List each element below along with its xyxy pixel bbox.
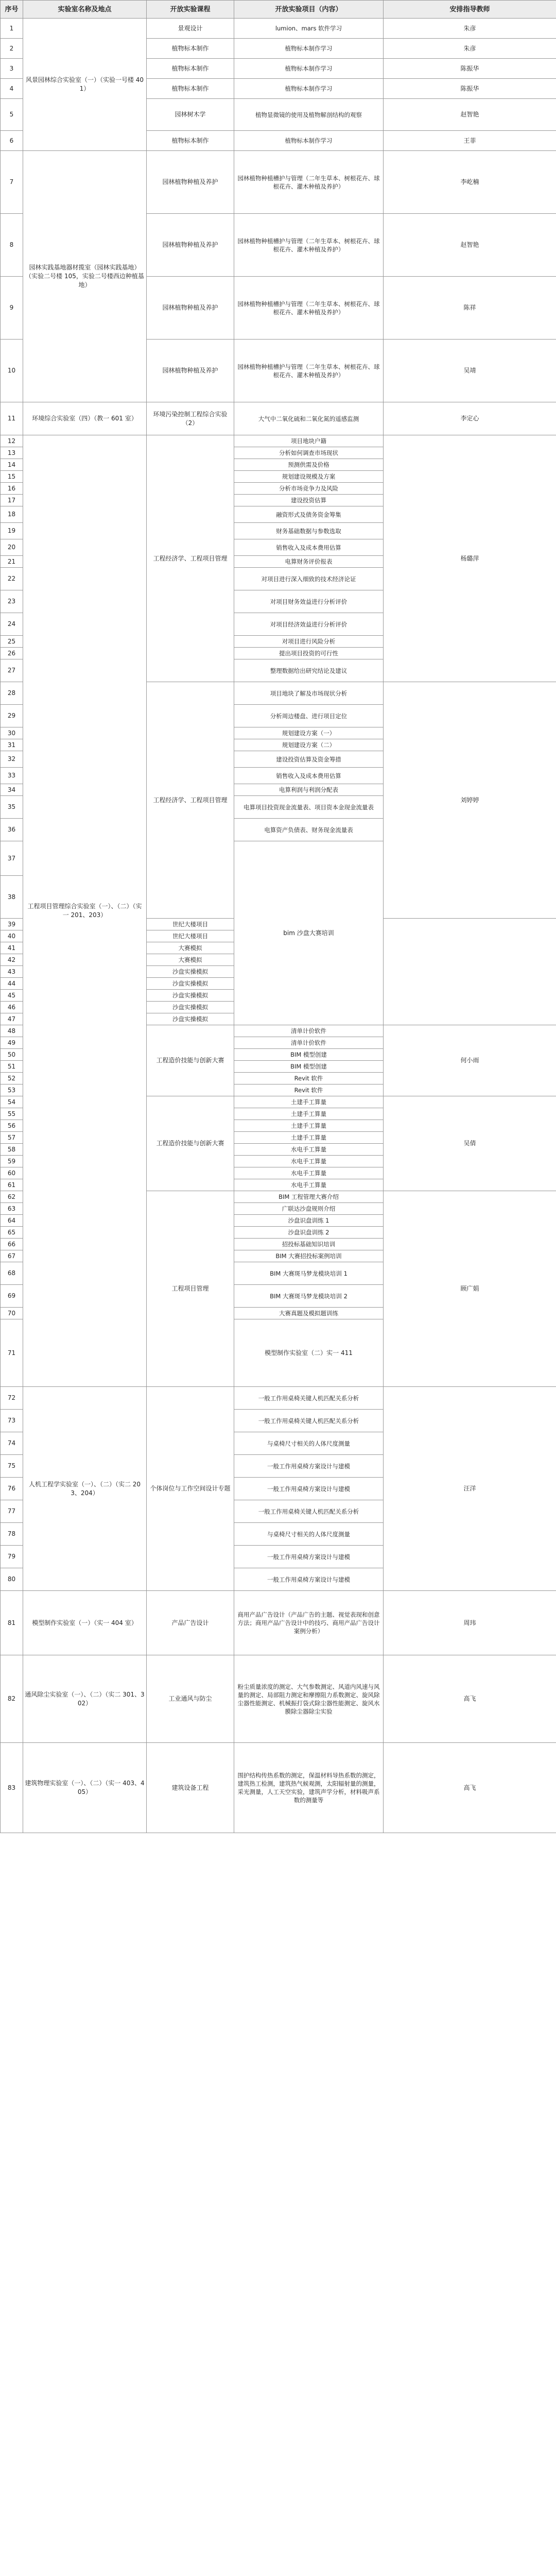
teacher-cell: 顾广娟 — [384, 1191, 556, 1387]
row-number: 75 — [1, 1455, 23, 1478]
course-cell: 园林树木学 — [147, 99, 234, 131]
project-cell: 植物标本制作学习 — [234, 79, 384, 99]
course-cell: 工程项目管理 — [147, 1191, 234, 1387]
project-cell: 沙盘识盘训练 2 — [234, 1227, 384, 1239]
project-cell: 园林植物种植槽护与管理（二年生草本、树根花卉、球根花卉、灌木种植及养护） — [234, 214, 384, 277]
teacher-cell: 周玮 — [384, 1591, 556, 1655]
row-number: 48 — [1, 1025, 23, 1037]
project-cell: 大赛真题及模拟题训练 — [234, 1308, 384, 1319]
course-cell: 环境污染控制工程综合实验（2） — [147, 402, 234, 435]
header-row — [1, 1, 556, 19]
header-course: 开放实验课程 — [147, 1, 234, 19]
row-number: 60 — [1, 1167, 23, 1179]
project-cell: 对项目进行风险分析 — [234, 636, 384, 648]
project-cell: BIM 大赛斑马梦龙模块培训 2 — [234, 1285, 384, 1308]
project-cell: 沙盘实操模拟 — [147, 966, 234, 978]
table-row — [1, 402, 556, 435]
project-cell: 销售收入及成本费用估算 — [234, 768, 384, 784]
project-cell: 植物标本制作学习 — [234, 59, 384, 79]
lab-name-cell: 园林实践基地器材揽室（园林实践基地）（实验二号楼 105，实验二号楼西边种植基地） — [23, 151, 147, 402]
lab-name-cell: 模型制作实验室（二）实一 411 — [234, 1319, 384, 1387]
row-number: 81 — [1, 1591, 23, 1655]
teacher-cell: 高飞 — [384, 1743, 556, 1833]
teacher-cell: 陈振华 — [384, 59, 556, 79]
lab-name-cell: 环境综合实验室（四）（教一 601 室） — [23, 402, 147, 435]
row-number: 49 — [1, 1037, 23, 1049]
project-cell: 项目地块了解及市场现状分析 — [234, 682, 384, 705]
row-number: 46 — [1, 1002, 23, 1013]
project-cell: 规划建设规模及方案 — [234, 471, 384, 483]
project-cell: 财务基础数据与参数选取 — [234, 523, 384, 539]
row-number: 67 — [1, 1250, 23, 1262]
row-number: 21 — [1, 556, 23, 568]
course-cell: 工程造价技能与创新大赛 — [147, 1096, 234, 1191]
project-cell: 对项目经济效益进行分析评价 — [234, 613, 384, 636]
row-number: 79 — [1, 1546, 23, 1568]
course-cell: 个体岗位与工作空间设计专题 — [147, 1387, 234, 1591]
table-row — [1, 1387, 556, 1410]
row-number: 17 — [1, 495, 23, 506]
project-cell: 一般工作用桌椅关键人机匹配关系分析 — [234, 1500, 384, 1523]
project-cell: 项目地块户籍 — [234, 435, 384, 447]
row-number: 23 — [1, 590, 23, 613]
project-cell: 世纪大楼项目 — [147, 919, 234, 930]
project-cell: 水电手工算量 — [234, 1167, 384, 1179]
row-number: 29 — [1, 705, 23, 727]
table-row — [1, 1655, 556, 1743]
teacher-cell: 吴倩 — [384, 1096, 556, 1191]
project-cell: 电算财务评价报表 — [234, 556, 384, 568]
course-cell: 园林植物种植及养护 — [147, 151, 234, 214]
teacher-cell: 汪洋 — [384, 1387, 556, 1591]
row-number: 9 — [1, 277, 23, 340]
teacher-cell: 杨璐萍 — [384, 435, 556, 682]
project-cell: BIM 模型创建 — [234, 1049, 384, 1061]
teacher-cell: 赵智艳 — [384, 214, 556, 277]
row-number: 65 — [1, 1227, 23, 1239]
row-number: 10 — [1, 340, 23, 402]
teacher-cell: 李屹楠 — [384, 151, 556, 214]
row-number: 83 — [1, 1743, 23, 1833]
course-cell: 建筑设备工程 — [147, 1743, 234, 1833]
project-cell: 一般工作用桌椅方案设计与建模 — [234, 1546, 384, 1568]
row-number: 6 — [1, 131, 23, 151]
row-number: 32 — [1, 751, 23, 768]
header-lab: 实验室名称及地点 — [23, 1, 147, 19]
row-number: 36 — [1, 819, 23, 841]
project-cell: 一般工作用桌椅方案设计与建模 — [234, 1455, 384, 1478]
project-cell: 提出项目投资的可行性 — [234, 648, 384, 659]
row-number: 1 — [1, 19, 23, 39]
project-cell: 大气中二氧化硫和二氧化氮的遥感监测 — [234, 402, 384, 435]
row-number: 70 — [1, 1308, 23, 1319]
project-cell: 建设投资估算及资金筹措 — [234, 751, 384, 768]
project-cell: 植物标本制作学习 — [234, 39, 384, 59]
row-number: 14 — [1, 459, 23, 471]
project-cell: Revit 软件 — [234, 1084, 384, 1096]
teacher-cell: 高飞 — [384, 1655, 556, 1743]
row-number: 68 — [1, 1262, 23, 1285]
row-number: 58 — [1, 1144, 23, 1156]
teacher-cell: 何小雨 — [384, 1025, 556, 1096]
project-cell: lumion、mars 软件学习 — [234, 19, 384, 39]
table-row — [1, 151, 556, 214]
table-row — [1, 1591, 556, 1655]
teacher-cell: 陈振华 — [384, 79, 556, 99]
course-cell: 园林植物种植及养护 — [147, 340, 234, 402]
row-number: 40 — [1, 930, 23, 942]
project-cell: 沙盘实操模拟 — [147, 1013, 234, 1025]
teacher-cell: 刘婷婷 — [384, 682, 556, 919]
row-number: 59 — [1, 1156, 23, 1167]
project-cell: 一般工作用桌椅关键人机匹配关系分析 — [234, 1410, 384, 1432]
project-cell: 园林植物种植槽护与管理（二年生草本、树根花卉、球根花卉、灌木种植及养护） — [234, 151, 384, 214]
table-row — [1, 435, 556, 447]
table-body — [1, 19, 556, 1833]
row-number: 64 — [1, 1215, 23, 1227]
row-number: 77 — [1, 1500, 23, 1523]
project-cell: 电算项目投资现金流量表、项目资本金现金流量表 — [234, 796, 384, 819]
course-cell: 工程经济学、工程项目管理 — [147, 435, 234, 682]
course-cell: 植物标本制作 — [147, 59, 234, 79]
project-cell: 园林植物种植槽护与管理（二年生草本、树根花卉、球根花卉、灌木种植及养护） — [234, 340, 384, 402]
row-number: 39 — [1, 919, 23, 930]
row-number: 51 — [1, 1061, 23, 1073]
row-number: 18 — [1, 506, 23, 523]
row-number: 38 — [1, 876, 23, 919]
row-number: 16 — [1, 483, 23, 495]
row-number: 41 — [1, 942, 23, 954]
project-cell: 分析如何调查市场现状 — [234, 447, 384, 459]
project-cell: 一般工作用桌椅关键人机匹配关系分析 — [234, 1387, 384, 1410]
course-cell: 工程经济学、工程项目管理 — [147, 682, 234, 919]
row-number: 27 — [1, 659, 23, 682]
teacher-cell: 王菲 — [384, 131, 556, 151]
row-number: 35 — [1, 796, 23, 819]
project-cell: 土建手工算量 — [234, 1132, 384, 1144]
row-number: 24 — [1, 613, 23, 636]
project-cell: 销售收入及成本费用估算 — [234, 539, 384, 556]
project-cell: 水电手工算量 — [234, 1156, 384, 1167]
project-cell: 植物标本制作学习 — [234, 131, 384, 151]
project-cell: 电算资产负债表、财务现金流量表 — [234, 819, 384, 841]
teacher-cell: 陈祥 — [384, 277, 556, 340]
header-project: 开放实验项目（内容） — [234, 1, 384, 19]
project-cell: 与桌椅尺寸相关的人体尺度测量 — [234, 1523, 384, 1546]
row-number: 33 — [1, 768, 23, 784]
table-row — [1, 1743, 556, 1833]
row-number: 56 — [1, 1120, 23, 1132]
row-number: 72 — [1, 1387, 23, 1410]
row-number: 5 — [1, 99, 23, 131]
row-number: 34 — [1, 784, 23, 796]
project-cell: BIM 工程管理大赛介绍 — [234, 1191, 384, 1203]
header-teacher: 安排指导教师 — [384, 1, 556, 19]
row-number: 25 — [1, 636, 23, 648]
row-number: 43 — [1, 966, 23, 978]
row-number: 80 — [1, 1568, 23, 1591]
row-number: 13 — [1, 447, 23, 459]
project-cell: 整理数据给出研究结论及建议 — [234, 659, 384, 682]
project-cell: 沙盘识盘训练 1 — [234, 1215, 384, 1227]
course-cell: 植物标本制作 — [147, 79, 234, 99]
row-number: 54 — [1, 1096, 23, 1108]
project-cell: 规划建设方案（一） — [234, 727, 384, 739]
lab-name-cell: 风景园林综合实验室（一）（实验一号楼 401） — [23, 19, 147, 151]
row-number: 19 — [1, 523, 23, 539]
row-number: 2 — [1, 39, 23, 59]
lab-name-cell: 模型制作实验室（一）（实一 404 室） — [23, 1591, 147, 1655]
row-number: 3 — [1, 59, 23, 79]
row-number: 73 — [1, 1410, 23, 1432]
project-cell: 水电手工算量 — [234, 1179, 384, 1191]
project-cell: 电算利润与利润分配表 — [234, 784, 384, 796]
project-cell: 粉尘质量浓度的测定、大气参数测定、风道内风速与风量的测定、局部阻力测定和摩擦阻力系数测定、旋风除尘器性能测定、机械振打袋式除尘器性能测定、旋风水膜除尘器除尘实验 — [234, 1655, 384, 1743]
row-number: 31 — [1, 739, 23, 751]
teacher-cell: 朱彦 — [384, 39, 556, 59]
row-number: 7 — [1, 151, 23, 214]
course-cell: 园林植物种植及养护 — [147, 214, 234, 277]
project-cell: 一般工作用桌椅方案设计与建模 — [234, 1478, 384, 1500]
teacher-cell: 李定心 — [384, 402, 556, 435]
project-cell: 规划建设方案（二） — [234, 739, 384, 751]
row-number: 26 — [1, 648, 23, 659]
teacher-cell: 吴靖 — [384, 340, 556, 402]
row-number: 45 — [1, 990, 23, 1002]
header-no: 序号 — [1, 1, 23, 19]
lab-name-cell: 建筑物理实验室（一）、（二）（实一 403、405） — [23, 1743, 147, 1833]
project-cell: 与桌椅尺寸相关的人体尺度测量 — [234, 1432, 384, 1455]
project-cell: 融资形式及债务资金筹集 — [234, 506, 384, 523]
project-cell: 清单计价软件 — [234, 1037, 384, 1049]
row-number: 22 — [1, 568, 23, 590]
row-number: 12 — [1, 435, 23, 447]
project-cell: 水电手工算量 — [234, 1144, 384, 1156]
row-number: 66 — [1, 1239, 23, 1250]
project-cell: 清单计价软件 — [234, 1025, 384, 1037]
course-cell: 景观设计 — [147, 19, 234, 39]
course-cell: bim 沙盘大赛培训 — [234, 841, 384, 1025]
project-cell: 沙盘实操模拟 — [147, 978, 234, 990]
row-number: 44 — [1, 978, 23, 990]
course-cell: 工程造价技能与创新大赛 — [147, 1025, 234, 1096]
project-cell: 园林植物种植槽护与管理（二年生草本、树根花卉、球根花卉、灌木种植及养护） — [234, 277, 384, 340]
row-number: 76 — [1, 1478, 23, 1500]
project-cell: 分析市场竞争力及风险 — [234, 483, 384, 495]
project-cell: BIM 大赛招投标案例培训 — [234, 1250, 384, 1262]
project-cell: 预测供需及价格 — [234, 459, 384, 471]
row-number: 4 — [1, 79, 23, 99]
project-cell: 土建手工算量 — [234, 1120, 384, 1132]
project-cell: 沙盘实操模拟 — [147, 1002, 234, 1013]
row-number: 61 — [1, 1179, 23, 1191]
course-cell: 工业通风与防尘 — [147, 1655, 234, 1743]
project-cell: 一般工作用桌椅方案设计与建模 — [234, 1568, 384, 1591]
table-row — [1, 19, 556, 39]
project-cell: 大赛模拟 — [147, 954, 234, 966]
row-number: 78 — [1, 1523, 23, 1546]
project-cell: 围护结构传热系数的测定，保温材料导热系数的测定，建筑热工检测，建筑热气候观测，太阳辐射量的测量，采光测量，人工天空实验，建筑声学分析，材料吸声系数的测量等 — [234, 1743, 384, 1833]
row-number: 52 — [1, 1073, 23, 1084]
row-number: 62 — [1, 1191, 23, 1203]
project-cell: 商用产品广告设计（产品广告的主题、视觉表现和创意方法；商用产品广告设计中的技巧、商用产品广告设计案例分析） — [234, 1591, 384, 1655]
course-cell: 产品广告设计 — [147, 1591, 234, 1655]
project-cell: 对项目进行深入细致的技术经济论证 — [234, 568, 384, 590]
course-cell: 植物标本制作 — [147, 39, 234, 59]
course-cell: 植物标本制作 — [147, 131, 234, 151]
row-number: 69 — [1, 1285, 23, 1308]
row-number: 42 — [1, 954, 23, 966]
row-number: 15 — [1, 471, 23, 483]
project-cell: Revit 软件 — [234, 1073, 384, 1084]
project-cell: 建设投资估算 — [234, 495, 384, 506]
project-cell: BIM 大赛斑马梦龙模块培训 1 — [234, 1262, 384, 1285]
project-cell: 土建手工算量 — [234, 1108, 384, 1120]
project-cell: 广联达沙盘规则介绍 — [234, 1203, 384, 1215]
project-cell: 土建手工算量 — [234, 1096, 384, 1108]
row-number: 30 — [1, 727, 23, 739]
row-number: 28 — [1, 682, 23, 705]
row-number: 50 — [1, 1049, 23, 1061]
project-cell: 招投标基础知识培训 — [234, 1239, 384, 1250]
lab-name-cell: 通风除尘实验室（一）、（二）（实二 301、302） — [23, 1655, 147, 1743]
row-number: 11 — [1, 402, 23, 435]
row-number: 63 — [1, 1203, 23, 1215]
project-cell: 植物显微镜的使用及植物解剖结构的观察 — [234, 99, 384, 131]
project-cell: BIM 模型创建 — [234, 1061, 384, 1073]
row-number: 74 — [1, 1432, 23, 1455]
row-number: 57 — [1, 1132, 23, 1144]
project-cell: 世纪大楼项目 — [147, 930, 234, 942]
teacher-cell: 赵智艳 — [384, 99, 556, 131]
project-cell: 分析周边楼盘、进行项目定位 — [234, 705, 384, 727]
project-cell: 对项目财务效益进行分析评价 — [234, 590, 384, 613]
project-cell: 大赛模拟 — [147, 942, 234, 954]
row-number: 53 — [1, 1084, 23, 1096]
row-number: 47 — [1, 1013, 23, 1025]
row-number: 8 — [1, 214, 23, 277]
row-number: 71 — [1, 1319, 23, 1387]
teacher-cell: 朱彦 — [384, 19, 556, 39]
course-cell: 园林植物种植及养护 — [147, 277, 234, 340]
row-number: 82 — [1, 1655, 23, 1743]
project-cell: 沙盘实操模拟 — [147, 990, 234, 1002]
row-number: 37 — [1, 841, 23, 876]
lab-name-cell: 人机工程学实验室（一）、（二）（实二 203、204） — [23, 1387, 147, 1591]
row-number: 20 — [1, 539, 23, 556]
lab-name-cell: 工程项目管理综合实验室（一）、（二）（实一 201、203） — [23, 435, 147, 1387]
row-number: 55 — [1, 1108, 23, 1120]
